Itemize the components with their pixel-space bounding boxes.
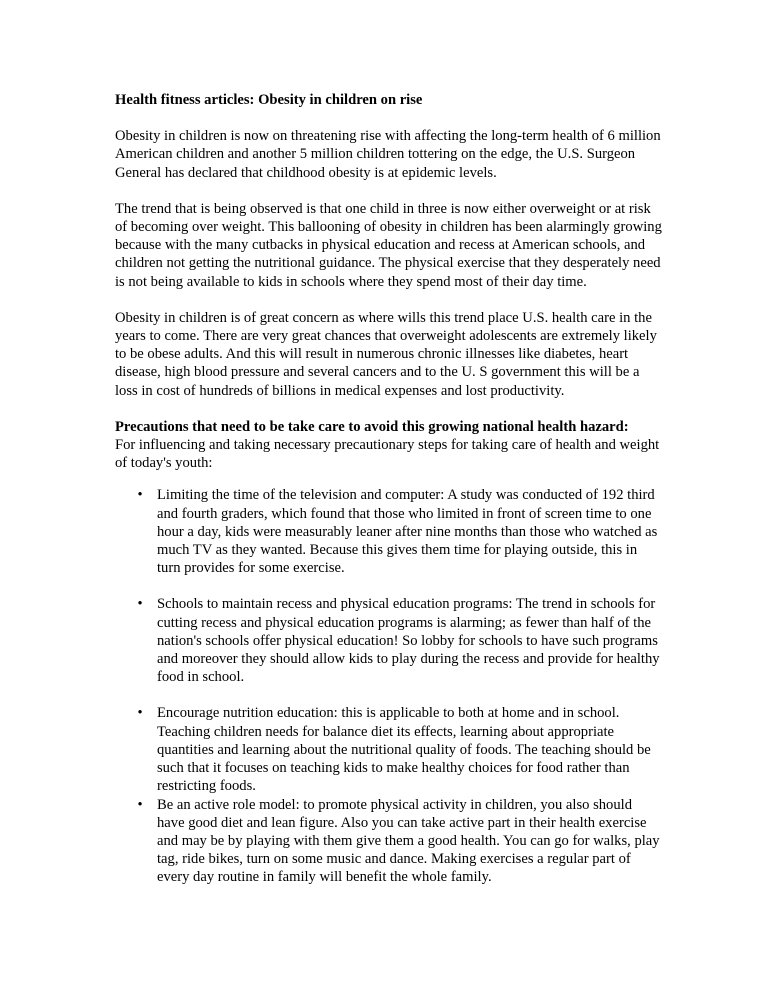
paragraph: Obesity in children is of great concern as where wills this trend place U.S. health care in the years to come. There are very great chances that overweight adolescents are extremely likely to be obese adults. And this will result in numerous chronic illnesses like diabetes, heart disease, high blood pressure and several cancers and to the U. S government this will be a loss in cost of hundreds of billions in medical expenses and lost productivity. <box>115 309 657 399</box>
article-title: Health fitness articles: Obesity in children on rise <box>115 92 423 108</box>
article-body <box>115 91 663 887</box>
list-item-text: Be an active role model: to promote physical activity in children, you also should have good diet and lean figure. Also you can take active part in their health exercise and may be by playing with them give them a good health. You can go for walks, play tag, ride bikes, turn on some music and dance. Making exercises a regular part of every day routine in family will benefit the whole family. <box>157 796 660 886</box>
section-intro: For influencing and taking necessary precautionary steps for taking care of health and weight of today's youth: <box>115 437 660 472</box>
list-item <box>115 704 663 795</box>
bullet-icon: • <box>137 596 143 613</box>
list-item-text: Encourage nutrition education: this is applicable to both at home and in school. Teaching children needs for balance diet its effects, learning about appropriate quantities and learning about the nutritional quality of foods. The teaching should be such that it focuses on teaching kids to make healthy choices for food rather than restricting foods. <box>157 705 651 795</box>
list-item-text: Limiting the time of the television and computer: A study was conducted of 192 third and fourth graders, which found that those who limited in front of screen time to one hour a day, kids were measurably leaner after nine months than those who watched as much TV as they wanted. Because this gives them time for playing outside, this in turn provides for some exercise. <box>157 487 658 577</box>
paragraph: The trend that is being observed is that one child in three is now either overweight or at risk of becoming over weight. This ballooning of obesity in children has been alarmingly growing because with the many cutbacks in physical education and recess at American schools, and children not getting the nutritional guidance. The physical exercise that they desperately need is not being available to kids in schools where they spend most of their day time. <box>115 200 662 290</box>
bullet-icon: • <box>137 487 143 504</box>
bullet-icon: • <box>137 705 143 722</box>
list-item <box>115 595 663 686</box>
list-item <box>115 486 663 577</box>
bullet-icon: • <box>137 796 143 813</box>
list-item <box>115 796 663 887</box>
paragraph: Obesity in children is now on threatening rise with affecting the long-term health of 6 million American children and another 5 million children tottering on the edge, the U.S. Surgeon General has declared that childhood obesity is at epidemic levels. <box>115 128 661 181</box>
bullet-list <box>115 486 663 886</box>
section-heading: Precautions that need to be take care to avoid this growing national health hazard: <box>115 418 629 435</box>
list-item-text: Schools to maintain recess and physical education programs: The trend in schools for cutting recess and physical education programs is alarming; as fewer than half of the nation's schools offer physical education! So lobby for schools to have such programs and moreover they should allow kids to play during the recess and provide for healthy food in school. <box>157 596 660 686</box>
